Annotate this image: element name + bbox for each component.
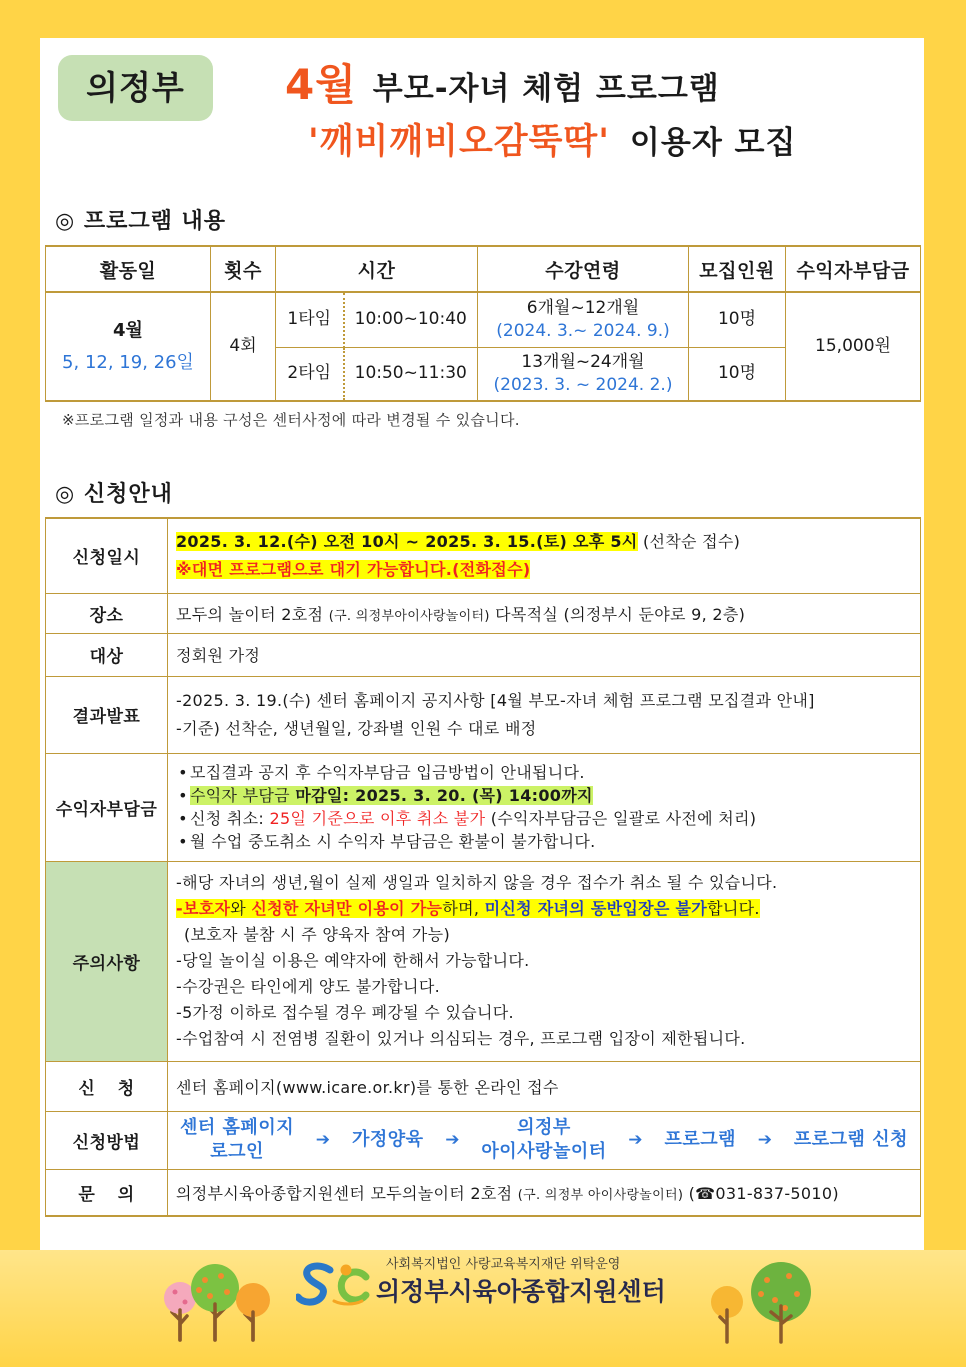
header-count: 횟수	[211, 246, 276, 292]
caution-guardian: -보호자	[176, 899, 231, 918]
caution-highlight	[176, 899, 760, 918]
time-range: 10:00~10:40	[344, 292, 478, 347]
method-step	[352, 1128, 424, 1152]
place-detail: 다목적실 (의정부시 둔야로 9, 2층)	[495, 604, 746, 624]
contact-name: 의정부시육아종합지원센터 모두의놀이터 2호점	[176, 1183, 513, 1203]
method-step	[180, 1116, 294, 1164]
place-label: 장소	[46, 593, 168, 633]
program-table	[45, 245, 921, 402]
fee-label: 수익자부담금	[46, 753, 168, 861]
contact-row	[46, 1169, 921, 1216]
method-row	[46, 1111, 921, 1169]
birth-range: (2024. 3.~ 2024. 9.)	[496, 320, 670, 341]
tree-illustration-right	[705, 1260, 820, 1344]
time-slot: 1타임	[276, 292, 344, 347]
target-label: 대상	[46, 633, 168, 676]
period-content	[168, 518, 921, 593]
contact-label: 문 의	[46, 1169, 168, 1216]
arrow-right-icon	[445, 1130, 460, 1150]
title-program-type: 부모-자녀 체험 프로그램	[372, 71, 720, 107]
header-fee: 수익자부담금	[786, 246, 921, 292]
fee-line	[176, 830, 920, 853]
target-row	[46, 633, 921, 676]
application-table	[45, 517, 921, 1217]
title-line-2	[308, 117, 796, 168]
caution-text: 하며,	[442, 899, 480, 918]
result-label: 결과발표	[46, 676, 168, 753]
fee-line	[176, 807, 920, 830]
period-label: 신청일시	[46, 518, 168, 593]
capacity-cell: 10명	[689, 292, 786, 347]
age-cell	[478, 347, 689, 401]
arrow-right-icon	[758, 1130, 773, 1150]
tree-illustration-left	[155, 1262, 277, 1344]
result-line: -기준) 선착순, 생년월일, 강좌별 인원 수 대로 배정	[176, 718, 537, 738]
contact-former-name: (구. 의정부 아이사랑놀이터)	[517, 1187, 684, 1203]
center-logo-icon	[296, 1261, 376, 1307]
method-step	[664, 1128, 736, 1152]
fee-notice: 모집결과 공지 후 수익자부담금 입금방법이 안내됩니다.	[190, 763, 585, 782]
contact-phone: (☎031-837-5010)	[688, 1183, 839, 1203]
method-content	[168, 1111, 921, 1169]
method-step-line: 아이사랑놀이터	[481, 1141, 607, 1162]
cancel-rule: 25일 기준으로 이후 취소 불가	[269, 809, 486, 828]
title-recruit: 이용자 모집	[629, 125, 797, 161]
apply-row	[46, 1061, 921, 1111]
period-dates-line	[176, 528, 920, 556]
fee-deadline-highlight	[190, 786, 593, 805]
method-step	[481, 1116, 606, 1164]
period-dates: 2025. 3. 12.(수) 오전 10시 ~ 2025. 3. 15.(토) 오후 5시	[176, 531, 638, 551]
place-former-name: (구. 의정부아이사랑놀이터)	[328, 608, 490, 624]
activity-date-cell	[46, 292, 211, 401]
caution-line: -수강권은 타인에게 양도 불가합니다.	[176, 977, 440, 996]
cancel-suffix: (수익자부담금은 일괄로 사전에 처리)	[490, 809, 757, 828]
table-row	[46, 292, 921, 347]
caution-row	[46, 861, 921, 1061]
title-program-name: '깨비깨비오감뚝딱'	[308, 122, 610, 162]
period-suffix: (선착순 접수)	[642, 531, 741, 551]
result-line: -2025. 3. 19.(수) 센터 홈페이지 공지사항 [4월 부모-자녀 체험 프로그램 모집결과 안내]	[176, 690, 815, 710]
fee-cell: 15,000원	[786, 292, 921, 401]
caution-line: -당일 놀이실 이용은 예약자에 한해서 가능합니다.	[176, 951, 530, 970]
region-badge: 의정부	[58, 55, 213, 121]
caution-line	[176, 896, 920, 922]
result-row	[46, 676, 921, 753]
method-label: 신청방법	[46, 1111, 168, 1169]
activity-days: 5, 12, 19, 26일	[62, 351, 194, 373]
waitlist-line	[176, 556, 920, 584]
caution-content	[168, 861, 921, 1061]
bullet-icon: •	[178, 786, 188, 805]
caution-line: (보호자 불참 시 주 양육자 참여 가능)	[184, 925, 450, 944]
method-step-line: 로그인	[210, 1141, 264, 1162]
bullet-icon: •	[178, 763, 188, 782]
birth-range: (2023. 3. ~ 2024. 2.)	[493, 374, 673, 395]
method-step	[794, 1128, 908, 1152]
header-time: 시간	[276, 246, 478, 292]
apply-value: 센터 홈페이지(www.icare.or.kr)를 통한 온라인 접수	[168, 1061, 921, 1111]
capacity-cell: 10명	[689, 347, 786, 401]
bullet-icon: •	[178, 809, 188, 828]
arrow-right-icon	[316, 1130, 331, 1150]
caution-line: -5가정 이하로 접수될 경우 폐강될 수 있습니다.	[176, 1003, 514, 1022]
place-line	[176, 602, 920, 625]
method-step-line: 의정부	[517, 1117, 571, 1138]
method-step-line: 프로그램 신청	[793, 1129, 908, 1150]
contact-content	[168, 1169, 921, 1216]
fee-line	[176, 761, 920, 784]
caution-no-unregistered: 미신청 자녀의 동반입장은 불가	[484, 899, 708, 918]
apply-label: 신 청	[46, 1061, 168, 1111]
refund-notice: 월 수업 중도취소 시 수익자 부담금은 환불이 불가합니다.	[190, 832, 596, 851]
fee-line	[176, 784, 920, 807]
age-range: 6개월~12개월	[526, 297, 640, 318]
method-flow	[176, 1116, 920, 1164]
caution-line: -수업참여 시 전염병 질환이 있거나 의심되는 경우, 프로그램 입장이 제한됩니다.	[176, 1029, 746, 1048]
fee-content	[168, 753, 921, 861]
method-step-line: 프로그램	[664, 1129, 737, 1150]
waitlist-note: ※대면 프로그램으로 대기 가능합니다.(전화접수)	[176, 559, 531, 579]
caution-registered-only: 신청한 자녀만 이용이 가능	[251, 899, 443, 918]
result-content	[168, 676, 921, 753]
place-content	[168, 593, 921, 633]
fee-deadline-prefix: 수익자 부담금	[190, 786, 290, 805]
period-row	[46, 518, 921, 593]
title-month: 4월	[285, 60, 357, 109]
session-count: 4회	[211, 292, 276, 401]
fee-row	[46, 753, 921, 861]
fee-deadline: 마감일: 2025. 3. 20. (목) 14:00까지	[295, 786, 593, 805]
method-step-line: 가정양육	[351, 1129, 424, 1150]
method-step-line: 센터 홈페이지	[180, 1117, 295, 1138]
header-age: 수강연령	[478, 246, 689, 292]
arrow-right-icon	[628, 1130, 643, 1150]
caution-text: 와	[230, 899, 246, 918]
schedule-change-note: ※프로그램 일정과 내용 구성은 센터사정에 따라 변경될 수 있습니다.	[62, 411, 520, 429]
operator-text: 사회복지법인 사랑교육복지재단 위탁운영	[386, 1257, 621, 1272]
time-slot: 2타임	[276, 347, 344, 401]
target-value: 정회원 가정	[168, 633, 921, 676]
center-name: 의정부시육아종합지원센터	[376, 1277, 666, 1306]
caution-label: 주의사항	[46, 861, 168, 1061]
header-date: 활동일	[46, 246, 211, 292]
place-name: 모두의 놀이터 2호점	[176, 604, 324, 624]
place-row	[46, 593, 921, 633]
program-section-heading: ◎ 프로그램 내용	[55, 209, 227, 234]
caution-text: 합니다.	[707, 899, 760, 918]
bullet-icon: •	[178, 832, 188, 851]
header-capacity: 모집인원	[689, 246, 786, 292]
title-line-1	[285, 60, 720, 114]
time-range: 10:50~11:30	[344, 347, 478, 401]
contact-line	[176, 1181, 920, 1204]
age-cell	[478, 292, 689, 347]
program-table-header-row	[46, 246, 921, 292]
activity-month: 4월	[113, 319, 143, 341]
application-section-heading: ◎ 신청안내	[55, 482, 173, 507]
cancel-prefix: 신청 취소:	[190, 809, 265, 828]
age-range: 13개월~24개월	[521, 351, 645, 372]
caution-line: -해당 자녀의 생년,월이 실제 생일과 일치하지 않을 경우 접수가 취소 될 수 있습니다.	[176, 873, 778, 892]
